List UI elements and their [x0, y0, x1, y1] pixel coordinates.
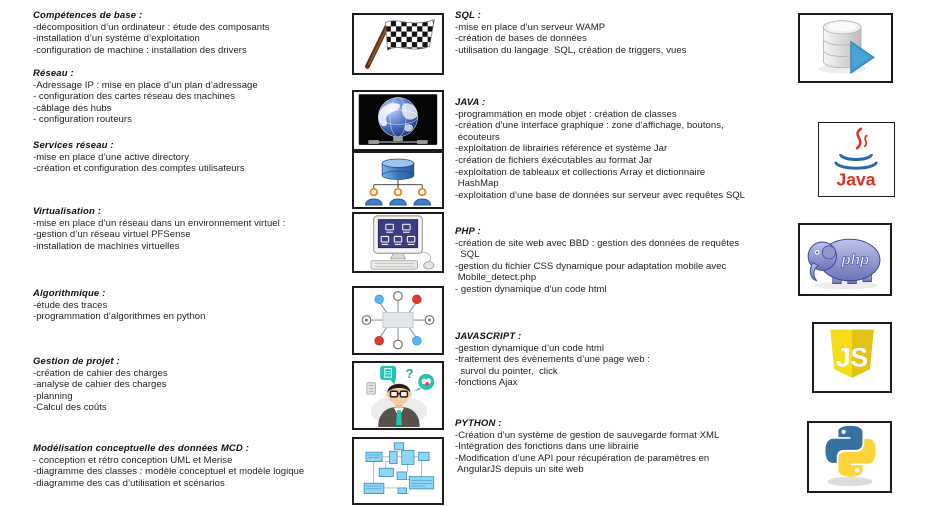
section-heading: PYTHON :: [455, 418, 502, 429]
virtual-machines-monitor-icon: [354, 214, 442, 271]
uml-diagram-icon-box: [352, 437, 444, 505]
section-line: HashMap: [455, 178, 499, 190]
section-line: -Intégration des fonctions dans une librairie: [455, 441, 639, 453]
checkered-flag-icon-box: [352, 13, 444, 75]
section-line: - configuration des cartes réseau des machines: [33, 91, 235, 103]
section-line: -exploitation d’une base de données sur serveur avec requêtes SQL: [455, 189, 746, 201]
section-line: -programmation en mode objet : création de classes: [455, 108, 677, 120]
php-logo-text: php: [841, 251, 870, 269]
section-heading: Algorithmique :: [33, 288, 106, 299]
section-heading: Compétences de base :: [33, 10, 143, 21]
section-heading: Réseau :: [33, 68, 74, 79]
skill-section: [455, 10, 803, 56]
section-line: -utilisation du langage SQL, création de triggers, vues: [455, 44, 687, 56]
skill-section: [455, 331, 803, 389]
section-line: -fonctions Ajax: [455, 377, 518, 389]
sql-database-icon-box: [798, 13, 893, 83]
java-logo-icon-box: [818, 122, 895, 197]
javascript-logo-icon: [814, 324, 890, 391]
question-mark: ?: [405, 366, 414, 382]
uml-diagram-icon: [354, 439, 442, 503]
section-line: -mise en place d’une active directory: [33, 151, 190, 163]
section-line: -planning: [33, 390, 73, 402]
section-line: -création et configuration des comptes utilisateurs: [33, 163, 245, 175]
section-line: - gestion dynamique d’un code html: [455, 283, 607, 295]
section-line: -analyse de cahier des charges: [33, 379, 167, 391]
section-line: - configuration routeurs: [33, 114, 132, 126]
project-manager-person-icon-box: [352, 361, 444, 430]
section-line: -mise en place d’un serveur WAMP: [455, 21, 606, 33]
skill-section: [33, 206, 351, 252]
section-line: -installation d’un système d’exploitation: [33, 33, 200, 45]
python-logo-icon-box: [807, 421, 892, 493]
section-line: -Adressage IP : mise en place d’un plan d’adressage: [33, 79, 258, 91]
php-logo-icon: [800, 225, 890, 294]
globe-network-icon-box: [352, 90, 444, 151]
skill-section: [33, 10, 351, 56]
javascript-logo-icon-box: [812, 322, 892, 393]
php-logo-icon-box: [798, 223, 892, 296]
algorithm-flowchart-icon-box: [352, 286, 444, 355]
section-line: -exploitation de tableaux et collections Array et dictionnaire: [455, 166, 706, 178]
skill-section: [455, 97, 803, 201]
section-line: -installation de machines virtuelles: [33, 240, 180, 252]
section-line: -mise en place d’un réseau dans un environnement virtuel :: [33, 217, 286, 229]
section-heading: Virtualisation :: [33, 206, 102, 217]
section-heading: Modélisation conceptuelle des données MCD :: [33, 443, 250, 454]
section-heading: Services réseau :: [33, 140, 114, 151]
section-line: Mobile_detect.php: [455, 272, 537, 284]
network-users-icon: [354, 153, 442, 207]
java-logo-text: Java: [836, 169, 876, 190]
section-line: -gestion dynamique d’un code html: [455, 342, 604, 354]
python-logo-icon: [809, 423, 890, 491]
section-line: AngularJS depuis un site web: [455, 464, 584, 476]
skill-section: [455, 226, 803, 296]
section-line: -décomposition d’un ordinateur : étude des composants: [33, 21, 270, 33]
sql-database-icon: [800, 15, 891, 81]
skill-section: [455, 418, 803, 476]
skill-section: [33, 288, 351, 323]
section-line: -gestion du fichier CSS dynamique pour adaptation mobile avec: [455, 260, 727, 272]
section-line: - conception et rétro conception UML et Merise: [33, 454, 233, 466]
globe-network-icon: [354, 92, 442, 149]
section-line: -diagramme des cas d’utilisation et scénarios: [33, 477, 225, 489]
section-line: -traitement des évènements d’une page web :: [455, 354, 650, 366]
section-heading: JAVASCRIPT :: [455, 331, 522, 342]
section-line: -diagramme des classes : modèle conceptuel et modèle logique: [33, 466, 305, 478]
section-heading: Gestion de projet :: [33, 356, 120, 367]
section-line: -création de fichiers éxécutables au format Jar: [455, 154, 653, 166]
checkered-flag-icon: [354, 15, 442, 73]
skill-section: [33, 356, 351, 414]
project-manager-person-icon: [354, 363, 442, 428]
section-line: -création de bases de données: [455, 33, 587, 45]
section-line: -Calcul des coûts: [33, 402, 107, 414]
section-line: écouteurs: [455, 131, 500, 143]
section-line: -création de site web avec BBD : gestion des données de requêtes: [455, 237, 740, 249]
skill-section: [33, 443, 351, 489]
section-line: -gestion d’un réseau virtuel PFSense: [33, 229, 191, 241]
section-line: survol du pointer, click: [455, 365, 558, 377]
section-heading: SQL :: [455, 10, 481, 21]
section-line: -Modification d’une API pour récupération de paramètres en: [455, 452, 710, 464]
skill-section: [33, 140, 351, 175]
section-line: -Création d’un système de gestion de sauvegarde format XML: [455, 429, 720, 441]
section-line: -câblage des hubs: [33, 102, 112, 114]
js-logo-text: JS: [835, 342, 869, 373]
section-heading: JAVA :: [455, 97, 486, 108]
java-logo-icon: [819, 123, 894, 196]
section-heading: PHP :: [455, 226, 481, 237]
section-line: -création d’une interface graphique : zone d’affichage, boutons,: [455, 120, 724, 132]
skill-section: [33, 68, 351, 126]
algorithm-flowchart-icon: [354, 288, 442, 353]
section-line: -programmation d’algorithmes en python: [33, 311, 206, 323]
virtual-machines-monitor-icon-box: [352, 212, 444, 273]
section-line: -exploitation de librairies référence et système Jar: [455, 143, 668, 155]
section-line: -étude des traces: [33, 299, 108, 311]
section-line: -création de cahier des charges: [33, 367, 168, 379]
section-line: -configuration de machine : installation des drivers: [33, 44, 247, 56]
network-users-icon-box: [352, 151, 444, 209]
section-line: SQL: [455, 249, 480, 261]
